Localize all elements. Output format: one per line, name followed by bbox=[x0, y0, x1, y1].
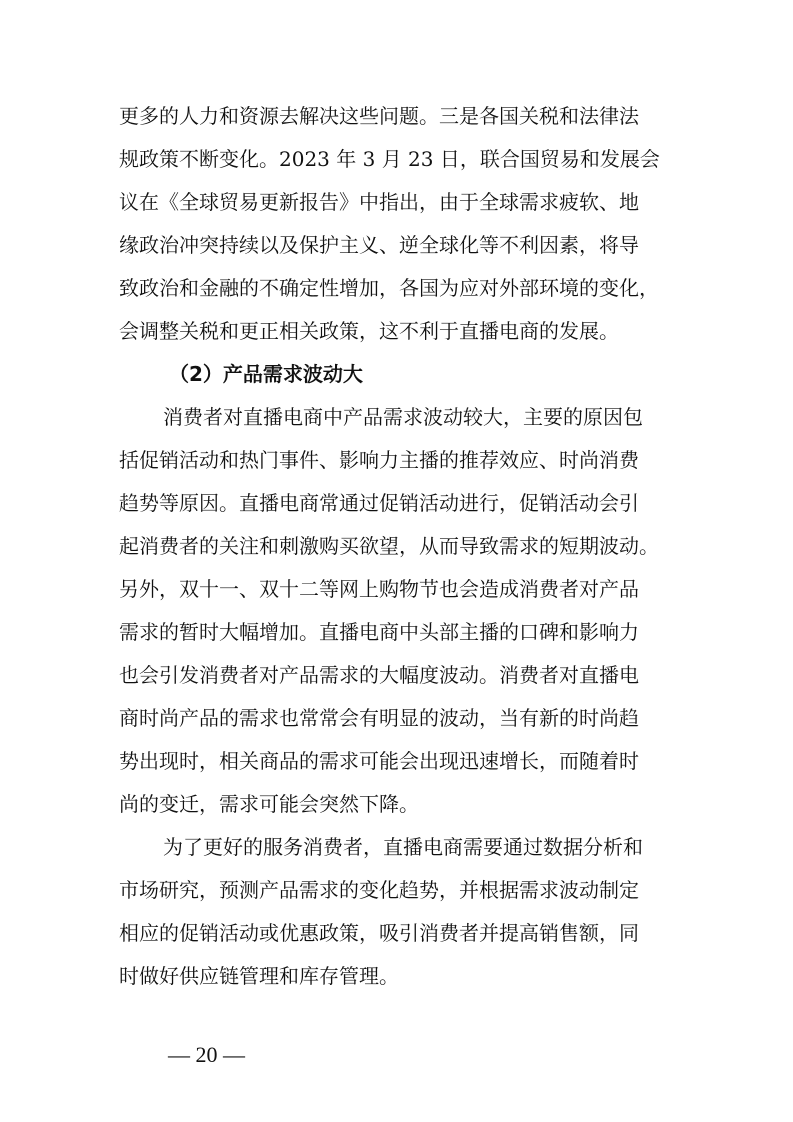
text-line: 为了更好的服务消费者，直播电商需要通过数据分析和 bbox=[163, 835, 643, 859]
paragraph-demand-fluctuation bbox=[119, 396, 685, 826]
text-line: 尚的变迁，需求可能会突然下降。 bbox=[119, 792, 419, 816]
text-line: 时做好供应链管理和库存管理。 bbox=[119, 964, 399, 988]
text-line: 规政策不断变化。2023 年 3 月 23 日，联合国贸易和发展会 bbox=[119, 147, 660, 171]
text-line: 议在《全球贸易更新报告》中指出，由于全球需求疲软、地 bbox=[119, 190, 639, 214]
text-line: 市场研究，预测产品需求的变化趋势，并根据需求波动制定 bbox=[119, 878, 639, 902]
text-line: 势出现时，相关商品的需求可能会出现迅速增长，而随着时 bbox=[119, 749, 639, 773]
paragraph-recommendation bbox=[119, 826, 685, 998]
section-heading: （2）产品需求波动大 bbox=[169, 362, 363, 386]
page-number: — 20 — bbox=[168, 1042, 245, 1067]
text-line: 消费者对直播电商中产品需求波动较大，主要的原因包 bbox=[163, 405, 643, 429]
text-line: 趋势等原因。直播电商常通过促销活动进行，促销活动会引 bbox=[119, 491, 639, 515]
text-line: 括促销活动和热门事件、影响力主播的推荐效应、时尚消费 bbox=[119, 448, 639, 472]
text-line: 另外，双十一、双十二等网上购物节也会造成消费者对产品 bbox=[119, 577, 639, 601]
text-line: 起消费者的关注和刺激购买欲望，从而导致需求的短期波动。 bbox=[119, 534, 659, 558]
text-line: 会调整关税和更正相关政策，这不利于直播电商的发展。 bbox=[119, 319, 619, 343]
text-line: 致政治和金融的不确定性增加，各国为应对外部环境的变化， bbox=[119, 276, 659, 300]
text-line: 也会引发消费者对产品需求的大幅度波动。消费者对直播电 bbox=[119, 663, 639, 687]
text-line: 更多的人力和资源去解决这些问题。三是各国关税和法律法 bbox=[119, 104, 639, 128]
text-line: 相应的促销活动或优惠政策，吸引消费者并提高销售额，同 bbox=[119, 921, 639, 945]
paragraph-tariff-policy bbox=[119, 95, 685, 353]
text-line: 商时尚产品的需求也常常会有明显的波动，当有新的时尚趋 bbox=[119, 706, 639, 730]
text-line: 需求的暂时大幅增加。直播电商中头部主播的口碑和影响力 bbox=[119, 620, 639, 644]
document-body bbox=[119, 95, 685, 998]
text-line: 缘政治冲突持续以及保护主义、逆全球化等不利因素，将导 bbox=[119, 233, 639, 257]
